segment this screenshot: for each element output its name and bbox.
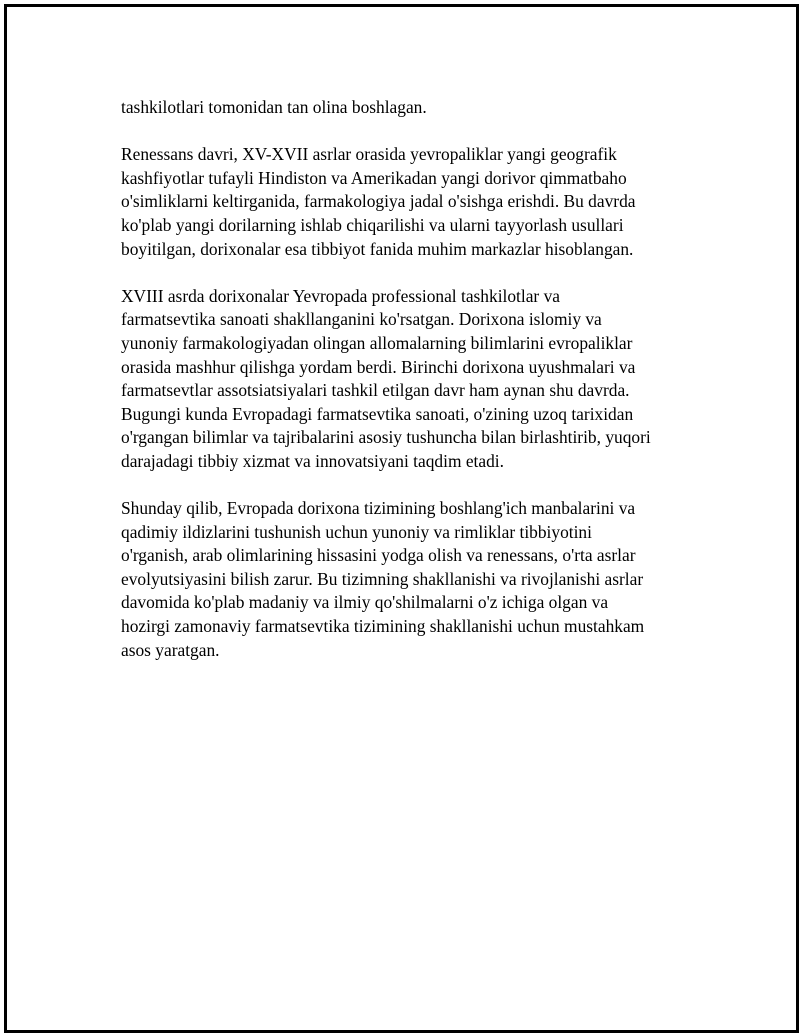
text-line: Renessans davri, XV-XVII asrlar orasida yevropaliklar yangi geografik xyxy=(121,144,617,165)
text-line: davomida ko'plab madaniy va ilmiy qo'shilmalarni o'z ichiga olgan va xyxy=(121,592,609,613)
text-line: darajadagi tibbiy xizmat va innovatsiyani taqdim etadi. xyxy=(121,450,504,471)
document-body xyxy=(121,96,695,686)
text-line: Shunday qilib, Evropada dorixona tizimining boshlang'ich manbalarini va xyxy=(121,498,636,519)
text-line: tashkilotlari tomonidan tan olina boshlagan. xyxy=(121,97,427,117)
text-line: orasida mashhur qilishga yordam berdi. Birinchi dorixona uyushmalari va xyxy=(121,356,636,377)
paragraph-4 xyxy=(121,497,695,662)
text-line: farmatsevtika sanoati shakllanganini ko'rsatgan. Dorixona islomiy va xyxy=(121,309,602,330)
text-line: yunoniy farmakologiyadan olingan allomalarning bilimlarini evropaliklar xyxy=(121,332,633,353)
text-line: ko'plab yangi dorilarning ishlab chiqarilishi va ularni tayyorlash usullari xyxy=(121,214,624,235)
paragraph-2 xyxy=(121,143,695,261)
text-line: Bugungi kunda Evropadagi farmatsevtika sanoati, o'zining uzoq tarixidan xyxy=(121,403,634,424)
text-line: boyitilgan, dorixonalar esa tibbiyot fanida muhim markazlar hisoblangan. xyxy=(121,238,634,259)
paragraph-3 xyxy=(121,285,695,474)
paragraph-1 xyxy=(121,96,695,120)
text-line: o'simliklarni keltirganida, farmakologiya jadal o'sishga erishdi. Bu davrda xyxy=(121,191,636,212)
text-line: o'rganish, arab olimlarining hissasini yodga olish va renessans, o'rta asrlar xyxy=(121,545,636,566)
text-line: farmatsevtlar assotsiatsiyalari tashkil etilgan davr ham aynan shu davrda. xyxy=(121,380,630,401)
text-line: o'rgangan bilimlar va tajribalarini asosiy tushuncha bilan birlashtirib, yuqori xyxy=(121,427,651,448)
text-line: evolyutsiyasini bilish zarur. Bu tizimning shakllanishi va rivojlanishi asrlar xyxy=(121,568,644,589)
text-line: asos yaratgan. xyxy=(121,639,220,660)
document-page xyxy=(4,4,799,1033)
text-line: hozirgi zamonaviy farmatsevtika tizimining shakllanishi uchun mustahkam xyxy=(121,616,645,637)
text-line: XVIII asrda dorixonalar Yevropada professional tashkilotlar va xyxy=(121,285,560,306)
text-line: qadimiy ildizlarini tushunish uchun yunoniy va rimliklar tibbiyotini xyxy=(121,521,592,542)
text-line: kashfiyotlar tufayli Hindiston va Amerikadan yangi dorivor qimmatbaho xyxy=(121,167,627,188)
